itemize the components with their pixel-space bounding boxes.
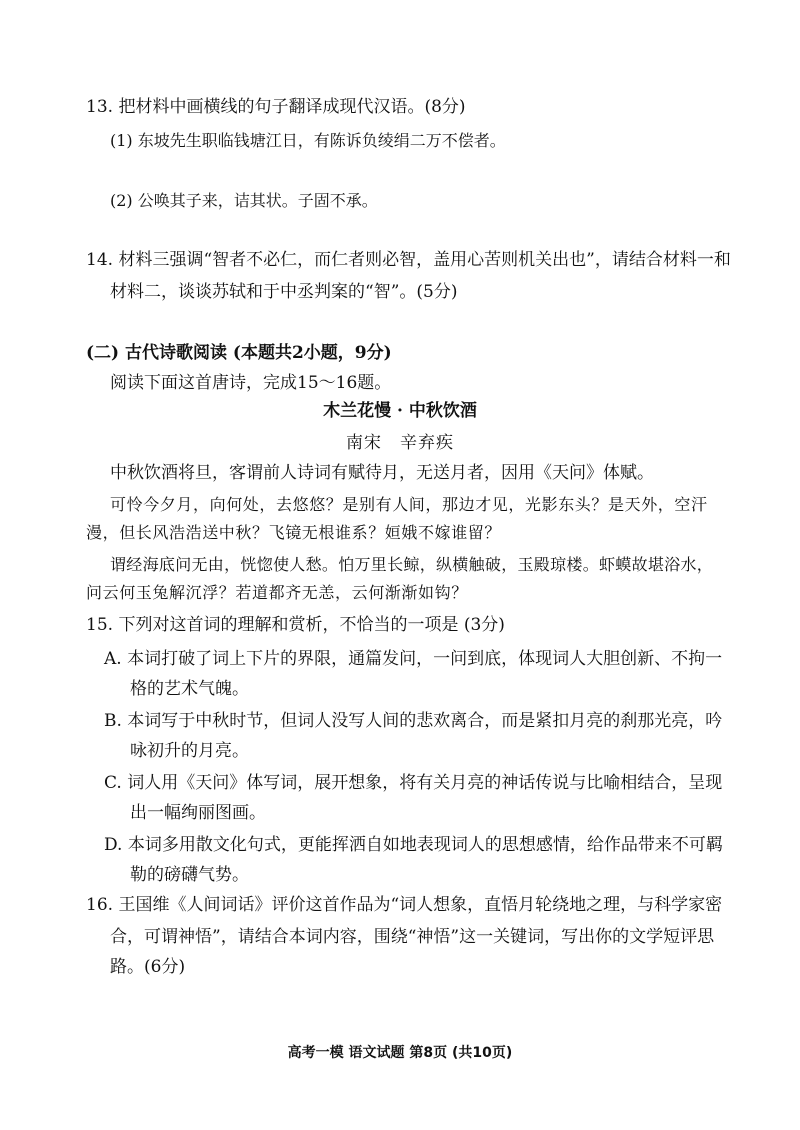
section-2-intro: 阅读下面这首唐诗，完成15～16题。: [110, 373, 392, 393]
question-14-line-2: 材料二，谈谈苏轼和于中丞判案的“智”。(5分): [110, 282, 458, 302]
page-footer: 高考一模 语文试题 第8页 (共10页): [287, 1045, 513, 1061]
option-b-line-1: B. 本词写于中秋时节，但词人没写人间的悲欢离合，而是紧扣月亮的刹那光亮，吟: [104, 711, 723, 731]
option-d-line-1: D. 本词多用散文化句式，更能挥洒自如地表现词人的思想感情，给作品带来不可羁: [104, 835, 723, 855]
poem-stanza-1-line-2: 漫，但长风浩浩送中秋？飞镜无根谁系？姮娥不嫁谁留？: [86, 523, 502, 542]
poem-preface: 中秋饮酒将旦，客谓前人诗词有赋待月，无送月者，因用《天问》体赋。: [110, 463, 654, 483]
option-c-line-1: C. 词人用《天问》体写词，展开想象，将有关月亮的神话传说与比喻相结合，呈现: [104, 773, 723, 793]
question-13-item-2: (2) 公唤其子来，诘其状。子固不承。: [110, 191, 378, 210]
question-16-line-2: 合，可谓神悟”，请结合本词内容，围绕“神悟”这一关键词，写出你的文学短评思: [110, 927, 715, 947]
poem-stanza-2-line-1: 谓经海底问无由，恍惚使人愁。怕万里长鲸，纵横触破，玉殿琼楼。虾蟆故堪浴水，: [110, 555, 714, 574]
poem-stanza-1-line-1: 可怜今夕月，向何处，去悠悠？是别有人间，那边才见，光影东头？是天外，空汗: [110, 495, 708, 514]
question-16-line-1: 16. 王国维《人间词话》评价这首作品为“词人想象，直悟月轮绕地之理，与科学家密: [86, 895, 723, 915]
option-b-line-2: 咏初升的月亮。: [130, 741, 249, 761]
option-d-line-2: 勒的磅礴气势。: [130, 865, 249, 885]
poem-stanza-2-line-2: 问云何玉兔解沉浮？若道都齐无恙，云何渐渐如钩？: [86, 583, 468, 602]
question-13-item-1: (1) 东坡先生职临钱塘江日，有陈诉负绫绢二万不偿者。: [110, 131, 506, 150]
poem-author: 南宋 辛弃疾: [346, 433, 454, 453]
option-c-line-2: 出一幅绚丽图画。: [130, 803, 266, 823]
option-a-line-2: 格的艺术气魄。: [130, 679, 249, 699]
question-15-stem: 15. 下列对这首词的理解和赏析，不恰当的一项是 (3分): [86, 615, 505, 635]
poem-title: 木兰花慢 · 中秋饮酒: [323, 401, 477, 421]
question-14-line-1: 14. 材料三强调“智者不必仁，而仁者则必智，盖用心苦则机关出也”，请结合材料一和: [86, 250, 731, 270]
section-2-heading: (二) 古代诗歌阅读 (本题共2小题，9分): [86, 343, 392, 363]
question-13-stem: 13. 把材料中画横线的句子翻译成现代汉语。(8分): [86, 97, 466, 117]
question-16-line-3: 路。(6分): [110, 957, 186, 977]
option-a-line-1: A. 本词打破了词上下片的界限，通篇发问，一问到底，体现词人大胆创新、不拘一: [104, 649, 723, 669]
